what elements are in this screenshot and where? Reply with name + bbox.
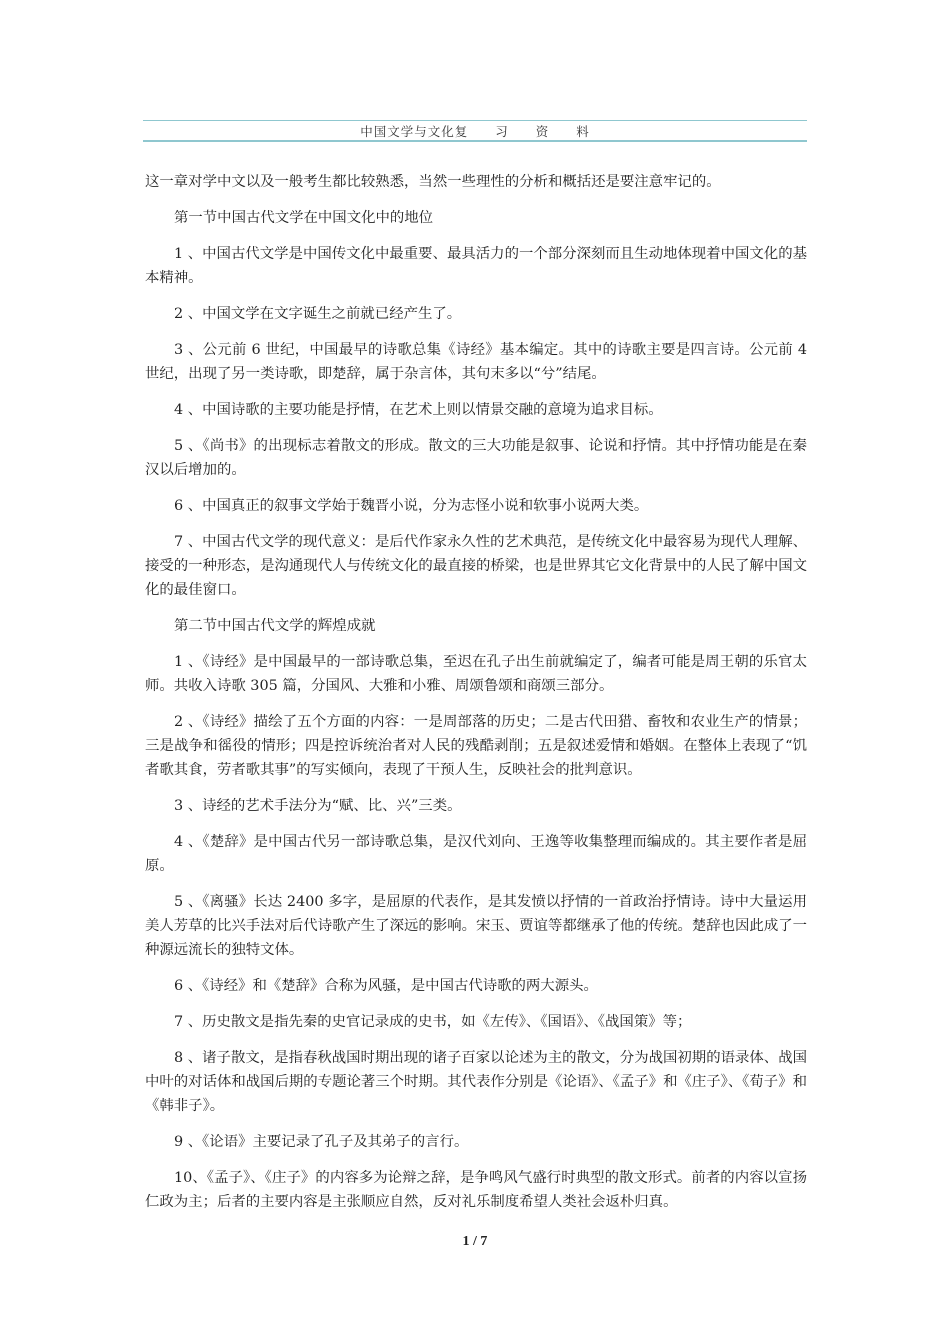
paragraph: 5 、《尚书》的出现标志着散文的形成。散文的三大功能是叙事、论说和抒情。其中抒情功能是在秦汉以后增加的。 bbox=[145, 438, 807, 478]
paragraph: 9 、《论语》主要记录了孔子及其弟子的言行。 bbox=[174, 1134, 469, 1150]
paragraph: 8 、诸子散文，是指春秋战国时期出现的诸子百家以论述为主的散文，分为战国初期的语录体、战国中叶的对话体和战国后期的专题论著三个时期。其代表作分别是《论语》、《孟子》和《庄子》、《荀子》和《韩非子》。 bbox=[145, 1050, 807, 1114]
page-number: 1 / 7 bbox=[462, 1234, 488, 1249]
paragraph: 5 、《离骚》长达 2400 多字，是屈原的代表作，是其发愤以抒情的一首政治抒情诗。诗中大量运用美人芳草的比兴手法对后代诗歌产生了深远的影响。宋玉、贾谊等都继承了他的传统。楚辞也因此成了一种源远流长的独特文体。 bbox=[145, 894, 807, 958]
paragraph: 2 、《诗经》描绘了五个方面的内容：一是周部落的历史；二是古代田猎、畜牧和农业生产的情景；三是战争和徭役的情形；四是控诉统治者对人民的残酷剥削；五是叙述爱情和婚姻。在整体上表现了“饥者歌其食，劳者歌其事”的写实倾向，表现了干预人生，反映社会的批判意识。 bbox=[145, 714, 807, 778]
paragraph: 3 、公元前 6 世纪，中国最早的诗歌总集《诗经》基本编定。其中的诗歌主要是四言诗。公元前 4 世纪，出现了另一类诗歌，即楚辞，属于杂言体，其句末多以“兮”结尾。 bbox=[145, 342, 807, 382]
paragraph-intro: 这一章对学中文以及一般考生都比较熟悉，当然一些理性的分析和概括还是要注意牢记的。 bbox=[145, 174, 721, 190]
paragraph: 1 、中国古代文学是中国传文化中最重要、最具活力的一个部分深刻而且生动地体现着中国文化的基本精神。 bbox=[145, 246, 807, 286]
section-heading-1: 第一节中国古代文学在中国文化中的地位 bbox=[174, 210, 434, 226]
paragraph: 4 、中国诗歌的主要功能是抒情，在艺术上则以情景交融的意境为追求目标。 bbox=[174, 402, 663, 418]
document-body bbox=[145, 170, 807, 1226]
paragraph: 4 、《楚辞》是中国古代另一部诗歌总集，是汉代刘向、王逸等收集整理而编成的。其主要作者是屈原。 bbox=[145, 834, 807, 874]
paragraph: 10、《孟子》、《庄子》的内容多为论辩之辞，是争鸣风气盛行时典型的散文形式。前者的内容以宣扬仁政为主；后者的主要内容是主张顺应自然，反对礼乐制度希望人类社会返朴归真。 bbox=[145, 1170, 807, 1210]
paragraph: 6 、中国真正的叙事文学始于魏晋小说，分为志怪小说和软事小说两大类。 bbox=[174, 498, 649, 514]
paragraph: 3 、诗经的艺术手法分为“赋、比、兴”三类。 bbox=[174, 798, 462, 814]
paragraph: 1 、《诗经》是中国最早的一部诗歌总集，至迟在孔子出生前就编定了，编者可能是周王朝的乐官太师。共收入诗歌 305 篇，分国风、大雅和小雅、周颂鲁颂和商颂三部分。 bbox=[145, 654, 807, 694]
header-title: 中国文学与文化复 习 资 料 bbox=[360, 124, 590, 139]
paragraph: 2 、中国文学在文字诞生之前就已经产生了。 bbox=[174, 306, 462, 322]
paragraph: 6 、《诗经》和《楚辞》合称为风骚，是中国古代诗歌的两大源头。 bbox=[174, 978, 598, 994]
paragraph: 7 、中国古代文学的现代意义：是后代作家永久性的艺术典范，是传统文化中最容易为现代人理解、接受的一种形态，是沟通现代人与传统文化的最直接的桥梁，也是世界其它文化背景中的人民了解中国文化的最佳窗口。 bbox=[145, 534, 807, 598]
section-heading-2: 第二节中国古代文学的辉煌成就 bbox=[174, 618, 376, 634]
page-header bbox=[143, 120, 807, 142]
paragraph: 7 、历史散文是指先秦的史官记录成的史书，如《左传》、《国语》、《战国策》等； bbox=[174, 1014, 692, 1030]
